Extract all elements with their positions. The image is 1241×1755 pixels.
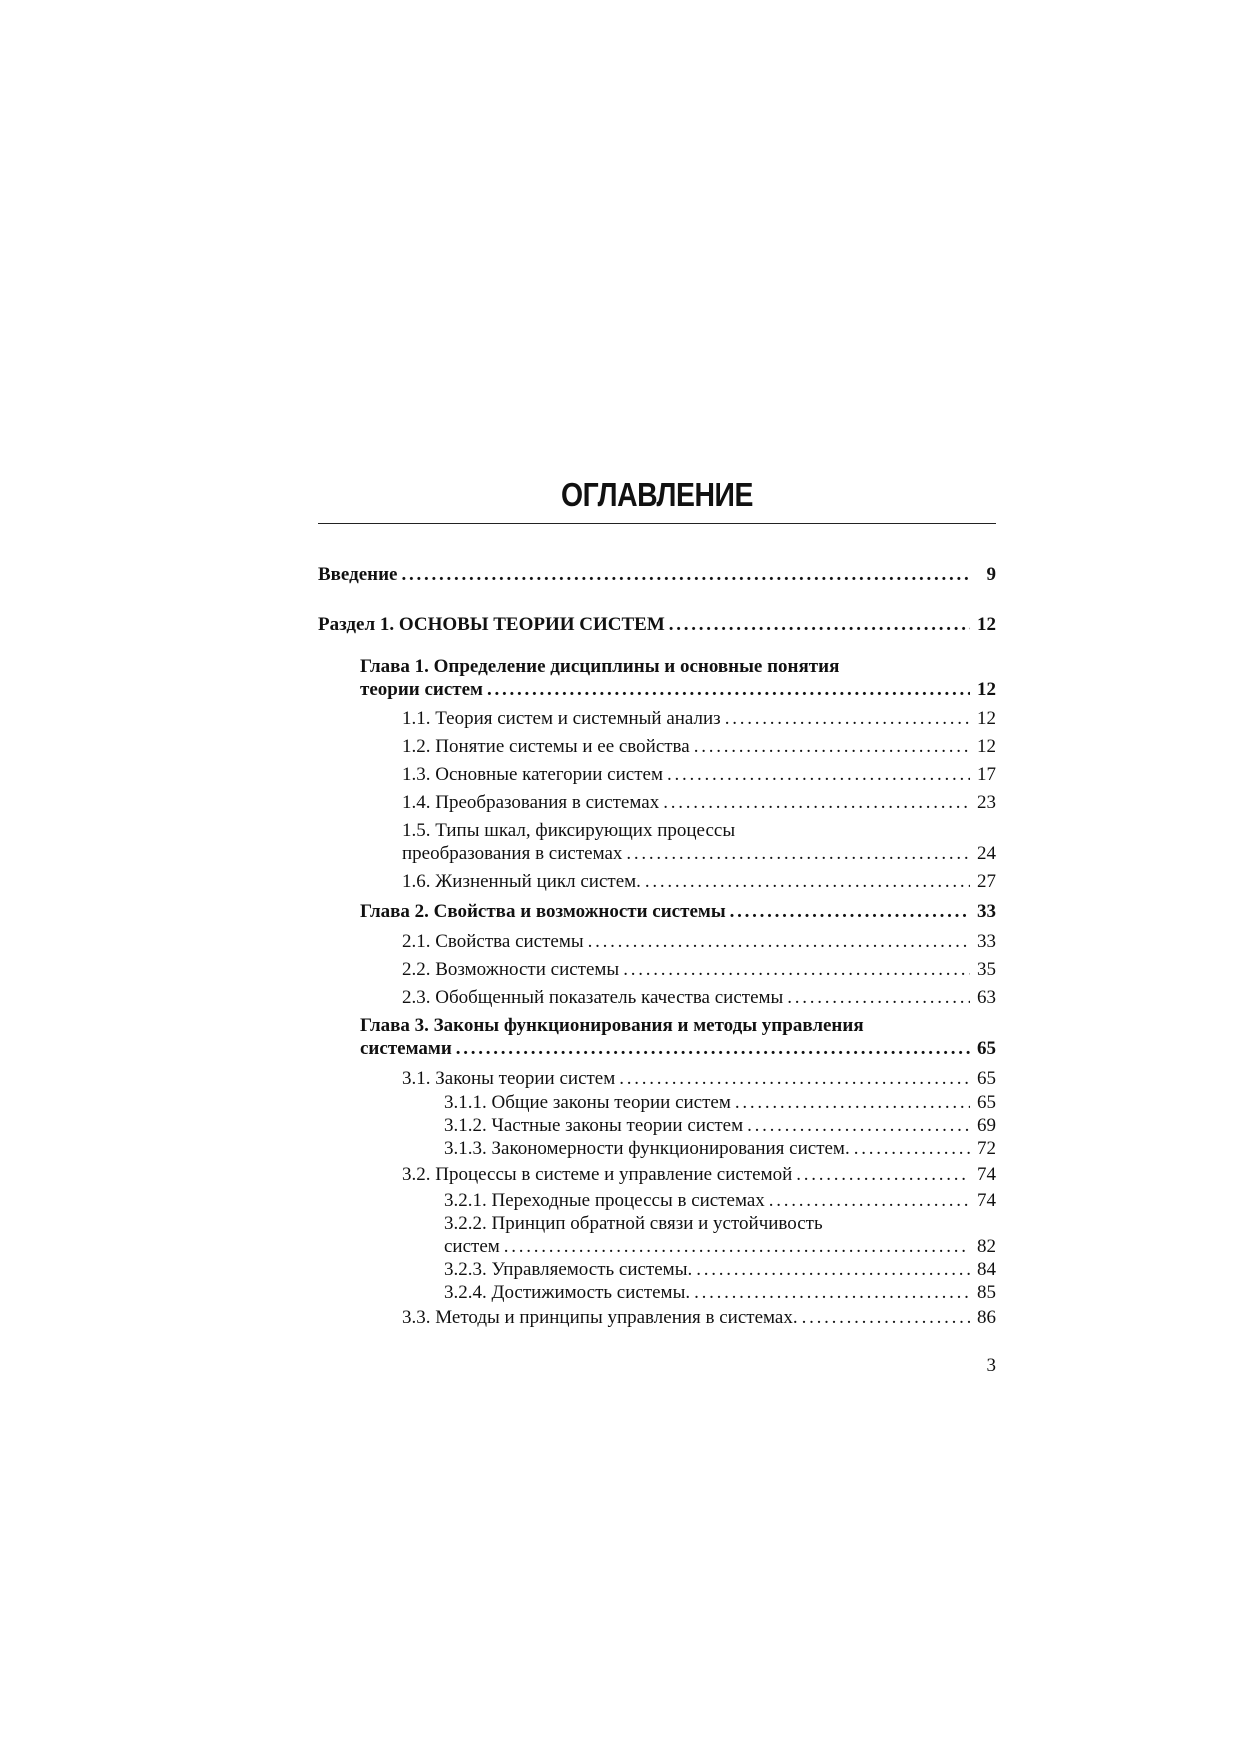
toc-entry-page: 27	[977, 871, 996, 892]
page-title: ОГЛАВЛЕНИЕ	[560, 476, 754, 513]
leader-dots	[854, 1137, 970, 1160]
toc-entry-text: 1.2. Понятие системы и ее свойства	[402, 736, 690, 757]
toc-entry-page: 84	[977, 1259, 996, 1280]
toc-entry-page: 85	[977, 1282, 996, 1303]
toc-entry-chapter-3	[360, 1014, 996, 1060]
leader-dots	[694, 735, 970, 758]
toc-entry-page: 63	[977, 987, 996, 1008]
toc-entry-part-1	[318, 613, 996, 636]
toc-entry-page: 82	[977, 1236, 996, 1257]
toc-entry-text: 2.2. Возможности системы	[402, 959, 620, 980]
toc-entry-3-3	[402, 1306, 996, 1329]
toc-entry-3-1-1	[444, 1091, 996, 1114]
leader-dots	[696, 1258, 970, 1281]
toc-entry-3-2-4	[444, 1281, 996, 1304]
toc-entry-introduction	[318, 563, 996, 586]
toc-entry-3-2-3	[444, 1258, 996, 1281]
toc-entry-page: 74	[977, 1190, 996, 1211]
toc-entry-chapter-1	[360, 655, 996, 701]
toc-entry-text: 3.2.4. Достижимость системы.	[444, 1282, 691, 1303]
leader-dots	[626, 842, 970, 865]
toc-entry-2-2	[402, 958, 996, 981]
toc-entry-page: 23	[977, 792, 996, 813]
toc-entry-3-1-2	[444, 1114, 996, 1137]
leader-dots	[402, 563, 971, 586]
toc-entry-text: 3.1.3. Закономерности функционирования систем.	[444, 1138, 850, 1159]
leader-dots	[588, 930, 970, 953]
toc-entry-text: Введение	[318, 564, 398, 585]
toc-entry-text: систем	[444, 1236, 500, 1257]
toc-entry-page: 35	[977, 959, 996, 980]
toc-entry-text: преобразования в системах	[402, 843, 623, 864]
page-number: 3	[986, 1355, 996, 1376]
toc-entry-1-5	[402, 819, 996, 865]
leader-dots	[645, 870, 970, 893]
toc-entry-1-2	[402, 735, 996, 758]
title-rule	[318, 523, 996, 524]
toc-entry-text-line1: Глава 1. Определение дисциплины и основные понятия	[360, 656, 840, 677]
toc-entry-1-6	[402, 870, 996, 893]
toc-entry-chapter-2	[360, 900, 996, 923]
toc-entry-page: 12	[977, 736, 996, 757]
leader-dots	[769, 1189, 970, 1212]
toc-entry-page: 72	[977, 1138, 996, 1159]
toc-entry-page: 65	[977, 1092, 996, 1113]
leader-dots	[725, 707, 970, 730]
toc-entry-text: 1.4. Преобразования в системах	[402, 792, 660, 813]
toc-entry-text: 3.2.1. Переходные процессы в системах	[444, 1190, 765, 1211]
toc-entry-text: 3.2. Процессы в системе и управление системой	[402, 1164, 793, 1185]
leader-dots	[796, 1163, 970, 1186]
toc-entry-page: 74	[977, 1164, 996, 1185]
leader-dots	[694, 1281, 970, 1304]
toc-entry-page: 12	[977, 679, 996, 700]
leader-dots	[802, 1306, 970, 1329]
toc-entry-text: 2.3. Обобщенный показатель качества системы	[402, 987, 784, 1008]
toc-entry-2-3	[402, 986, 996, 1009]
toc-entry-3-1	[402, 1067, 996, 1090]
leader-dots	[487, 678, 970, 701]
toc-entry-text: 3.2.3. Управляемость системы.	[444, 1259, 693, 1280]
toc-entry-page: 65	[977, 1068, 996, 1089]
toc-entry-text: 1.3. Основные категории систем	[402, 764, 663, 785]
toc-entry-text-line1: 1.5. Типы шкал, фиксирующих процессы	[402, 820, 736, 841]
toc-entry-3-2-2	[444, 1212, 996, 1258]
toc-entry-page: 12	[977, 708, 996, 729]
leader-dots	[787, 986, 970, 1009]
toc-entry-page: 17	[977, 764, 996, 785]
leader-dots	[735, 1091, 970, 1114]
toc-entry-1-3	[402, 763, 996, 786]
toc-entry-text: Раздел 1. ОСНОВЫ ТЕОРИИ СИСТЕМ	[318, 614, 665, 635]
toc-entry-page: 12	[977, 614, 996, 635]
toc-entry-text: 3.3. Методы и принципы управления в системах.	[402, 1307, 798, 1328]
toc-entry-3-2	[402, 1163, 996, 1186]
toc-entry-text: 1.1. Теория систем и системный анализ	[402, 708, 721, 729]
leader-dots	[504, 1235, 970, 1258]
toc-entry-2-1	[402, 930, 996, 953]
leader-dots	[667, 763, 970, 786]
toc-entry-page: 9	[986, 564, 996, 585]
toc-entry-3-2-1	[444, 1189, 996, 1212]
leader-dots	[663, 791, 970, 814]
leader-dots	[456, 1037, 970, 1060]
leader-dots	[669, 613, 970, 636]
leader-dots	[730, 900, 970, 923]
toc-entry-page: 24	[977, 843, 996, 864]
toc-entry-text: 2.1. Свойства системы	[402, 931, 584, 952]
toc-entry-text: 3.1.2. Частные законы теории систем	[444, 1115, 744, 1136]
toc-entry-page: 33	[977, 901, 996, 922]
toc-entry-page: 33	[977, 931, 996, 952]
leader-dots	[623, 958, 970, 981]
toc-entry-text-line1: 3.2.2. Принцип обратной связи и устойчивость	[444, 1213, 823, 1234]
toc-entry-text: 3.1. Законы теории систем	[402, 1068, 616, 1089]
toc-entry-page: 69	[977, 1115, 996, 1136]
toc-entry-text: 1.6. Жизненный цикл систем.	[402, 871, 641, 892]
toc-entry-page: 65	[977, 1038, 996, 1059]
toc-entry-1-4	[402, 791, 996, 814]
leader-dots	[747, 1114, 970, 1137]
toc-entry-page: 86	[977, 1307, 996, 1328]
toc-entry-text: Глава 2. Свойства и возможности системы	[360, 901, 726, 922]
toc-entry-text: теории систем	[360, 679, 483, 700]
leader-dots	[619, 1067, 970, 1090]
toc-entry-1-1	[402, 707, 996, 730]
toc-entry-text: системами	[360, 1038, 452, 1059]
toc-entry-3-1-3	[444, 1137, 996, 1160]
toc-entry-text: 3.1.1. Общие законы теории систем	[444, 1092, 731, 1113]
toc-entry-text-line1: Глава 3. Законы функционирования и методы управления	[360, 1015, 864, 1036]
